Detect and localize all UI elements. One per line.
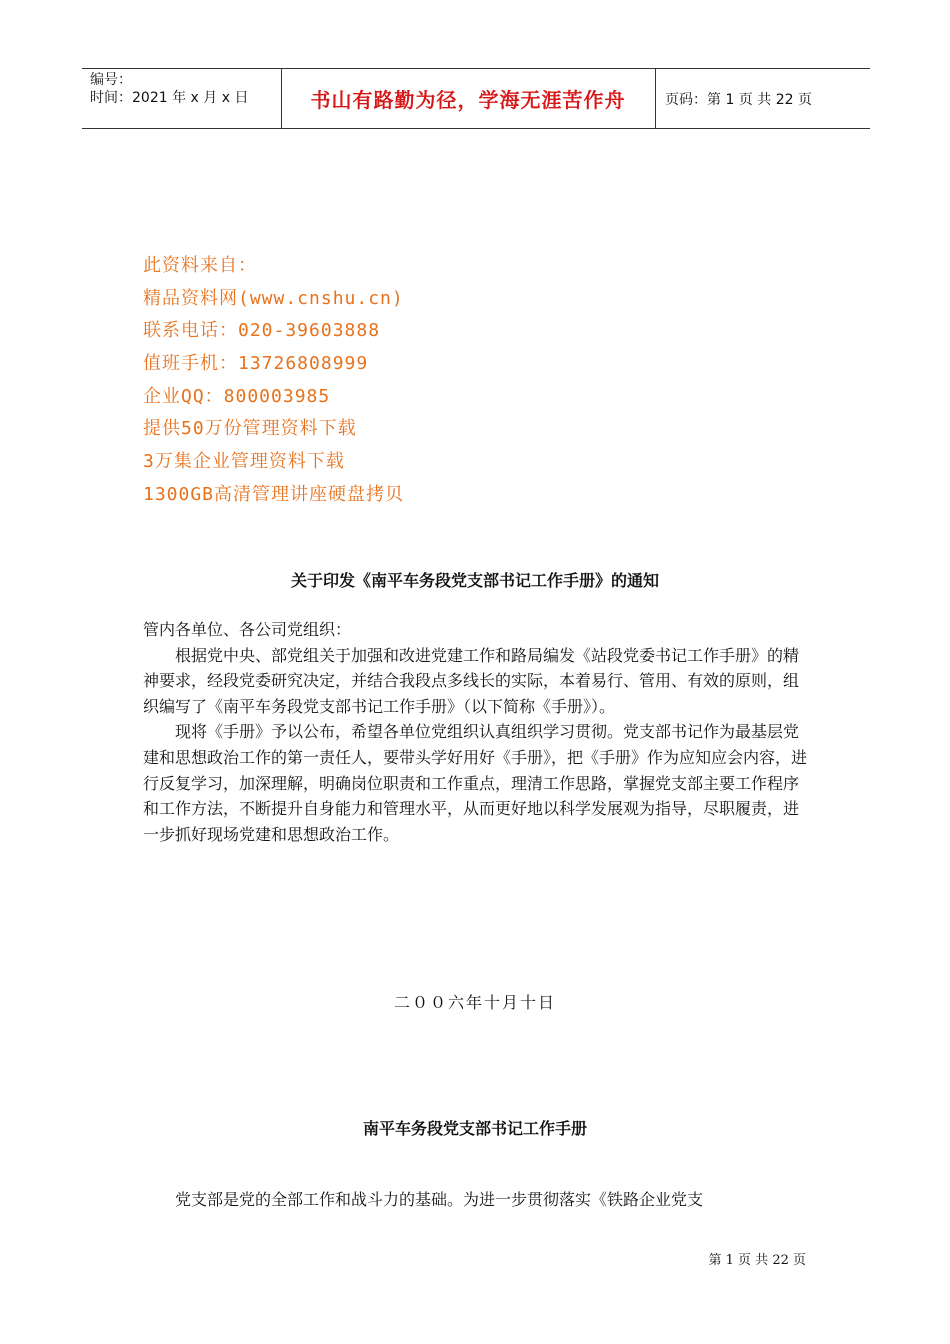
header-motto: 书山有路勤为径，学海无涯苦作舟 (310, 88, 626, 112)
promo-line: 值班手机：13726808999 (143, 353, 369, 375)
promo-line: 3万集企业管理资料下载 (143, 451, 345, 473)
header-meta (90, 71, 248, 107)
notice-title: 关于印发《南平车务段党支部书记工作手册》的通知 (290, 571, 659, 590)
manual-title: 南平车务段党支部书记工作手册 (362, 1119, 587, 1138)
header-divider-right (655, 68, 656, 128)
header-bottom-rule (82, 128, 870, 129)
promo-line: 精品资料网(www.cnshu.cn) (143, 287, 404, 309)
header-number-label: 编号： (90, 72, 132, 88)
header-page-info: 页码：第 1 页 共 22 页 (665, 92, 812, 108)
promo-line: 联系电话：020-39603888 (143, 320, 381, 342)
notice-paragraph-2: 现将《手册》予以公布，希望各单位党组织认真组织学习贯彻。党支部书记作为最基层党建和思想政治工作的第一责任人，要带头学好用好《手册》，把《手册》作为应知应会内容，进行反复学习，加深理解，明确岗位职责和工作重点，理清工作思路，掌握党支部主要工作程序和工作方法，不断提升自身能力和管理水平，从而更好地以科学发展观为指导，尽职履责，进一步抓好现场党建和思想政治工作。 (143, 722, 808, 844)
notice-body (143, 617, 808, 847)
promo-line: 此资料来自： (143, 255, 257, 276)
manual-intro: 党支部是党的全部工作和战斗力的基础。为进一步贯彻落实《铁路企业党支 (175, 1190, 704, 1209)
header-top-rule (82, 68, 870, 69)
manual-body (143, 1187, 808, 1213)
promo-line: 提供50万份管理资料下载 (143, 418, 357, 440)
notice-paragraph-1: 根据党中央、部党组关于加强和改进党建工作和路局编发《站段党委书记工作手册》的精神要求，经段党委研究决定，并结合我段点多线长的实际，本着易行、管用、有效的原则，组织编写了《南平车务段党支部书记工作手册》（以下简称《手册》）。 (143, 645, 800, 716)
header-time-label: 时间：2021 年 x 月 x 日 (90, 90, 249, 106)
promo-block (143, 250, 404, 512)
promo-line: 企业QQ：800003985 (143, 385, 331, 407)
notice-date: 二００六年十月十日 (393, 993, 556, 1012)
footer-page-info: 第 1 页 共 22 页 (708, 1253, 806, 1268)
notice-salutation: 管内各单位、各公司党组织： (143, 620, 352, 639)
promo-line: 1300GB高清管理讲座硬盘拷贝 (143, 483, 405, 505)
